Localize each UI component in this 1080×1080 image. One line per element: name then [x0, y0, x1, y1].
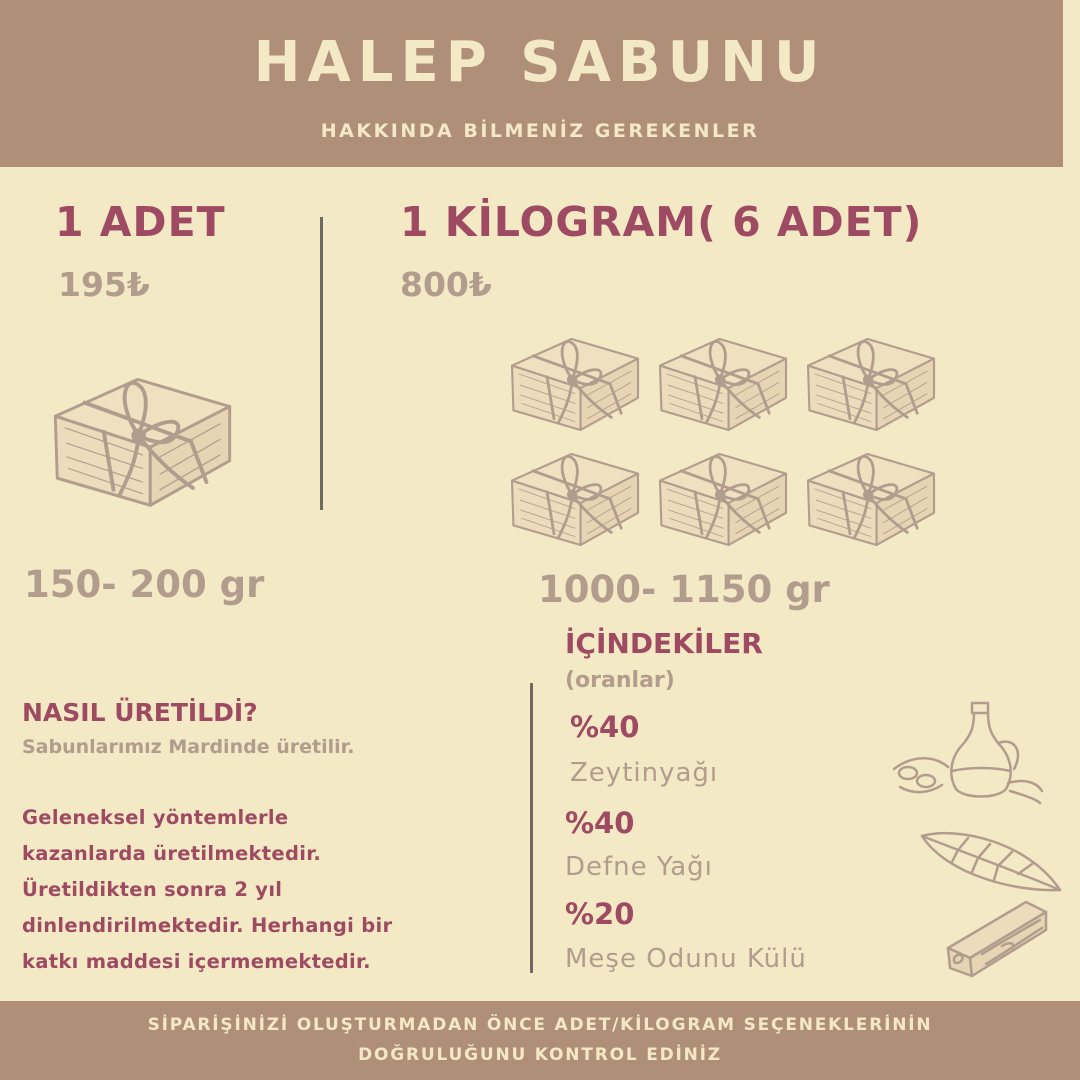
single-heading: 1 ADET [55, 198, 226, 246]
soap-bar-icon [801, 440, 941, 552]
bulk-heading: 1 KİLOGRAM( 6 ADET) [400, 198, 923, 246]
single-weight: 150- 200 gr [24, 563, 265, 606]
bulk-weight: 1000- 1150 gr [538, 568, 830, 611]
oak-wood-icon [942, 896, 1052, 978]
soap-bar-icon [505, 440, 645, 552]
ingredient-name: Zeytinyağı [570, 758, 719, 788]
bay-leaf-icon [918, 828, 1066, 898]
production-title: NASIL ÜRETİLDİ? [22, 698, 258, 727]
description-line: Üretildikten sonra 2 yıl [22, 878, 283, 901]
production-location: Sabunlarımız Mardinde üretilir. [22, 736, 355, 758]
ingredient-percent: %40 [570, 710, 640, 744]
footer-banner [0, 1001, 1080, 1080]
soap-bar-icon [801, 325, 941, 437]
description-line: dinlendirilmektedir. Herhangi bir [22, 914, 393, 937]
production-description [22, 800, 532, 980]
soap-bar-icon [505, 325, 645, 437]
page-title: HALEP SABUNU [253, 30, 827, 95]
ingredients-subtitle: (oranlar) [565, 668, 675, 693]
ingredients-title: İÇİNDEKİLER [565, 627, 763, 660]
footer-notice-line2: DOĞRULUĞUNU KONTROL EDİNİZ [358, 1045, 722, 1065]
vertical-divider-top [320, 217, 323, 510]
page-subtitle: HAKKINDA BİLMENİZ GEREKENLER [320, 120, 760, 142]
footer-notice-line1: SİPARİŞİNİZİ OLUŞTURMADAN ÖNCE ADET/KİLOGRAM SEÇENEKLERİNİN [147, 1015, 933, 1035]
soap-bar-icon [653, 440, 793, 552]
bulk-price: 800₺ [400, 265, 492, 304]
description-line: katkı maddesi içermemektedir. [22, 950, 371, 973]
description-line: Geleneksel yöntemlerle [22, 806, 289, 829]
ingredient-name: Meşe Odunu Külü [565, 944, 807, 974]
olive-oil-bottle-icon [890, 695, 1045, 805]
soap-bar-icon [653, 325, 793, 437]
ingredient-name: Defne Yağı [565, 852, 713, 882]
soap-bar-icon [45, 360, 240, 515]
description-line: kazanlarda üretilmektedir. [22, 842, 322, 865]
single-price: 195₺ [58, 265, 150, 304]
ingredient-percent: %20 [565, 897, 635, 931]
ingredient-percent: %40 [565, 806, 635, 840]
vertical-divider-bottom [530, 683, 533, 973]
